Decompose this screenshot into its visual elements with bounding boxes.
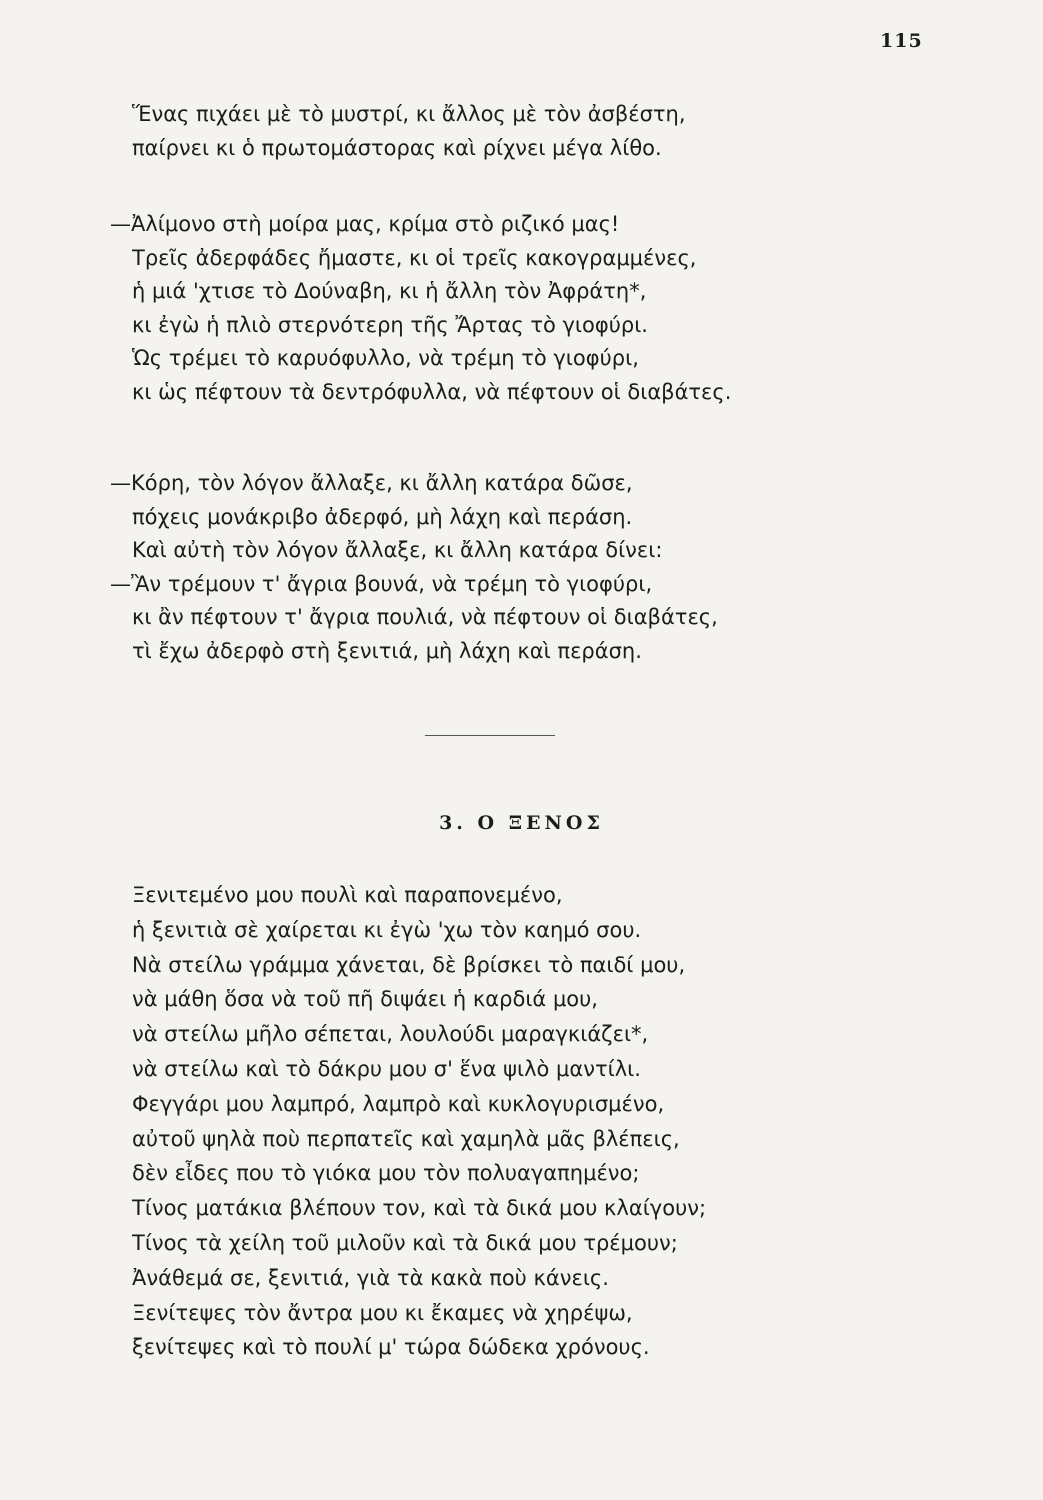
verse-line: —Κόρη, τὸν λόγον ἄλλαξε, κι ἄλλη κατάρα δῶσε, <box>110 471 633 495</box>
verse-line: Τρεῖς ἀδερφάδες ἤμαστε, κι οἱ τρεῖς κακογραμμένες, <box>132 245 697 270</box>
verse-line: νὰ στείλω μῆλο σέπεται, λουλούδι μαραγκιάζει*, <box>132 1022 649 1047</box>
verse-line: Τίνος τὰ χείλη τοῦ μιλοῦν καὶ τὰ δικά μου τρέμουν; <box>132 1230 678 1255</box>
poem1-stanza-3 <box>110 467 870 668</box>
verse-line: νὰ μάθη ὅσα νὰ τοῦ πῆ διψάει ἡ καρδιά μου, <box>132 987 598 1012</box>
verse-line: πόχεις μονάκριβο ἀδερφό, μὴ λάχη καὶ περάση. <box>132 504 633 529</box>
verse-line: αὐτοῦ ψηλὰ ποὺ περπατεῖς καὶ χαμηλὰ μᾶς βλέπεις, <box>132 1126 680 1151</box>
verse-line: ξενίτεψες καὶ τὸ πουλί μ' τώρα δώδεκα χρόνους. <box>132 1335 650 1360</box>
verse-line: Καὶ αὐτὴ τὸν λόγον ἄλλαξε, κι ἄλλη κατάρα δίνει: <box>132 538 663 562</box>
verse-line: νὰ στείλω καὶ τὸ δάκρυ μου σ' ἕνα ψιλὸ μαντίλι. <box>132 1056 641 1081</box>
verse-line: κι ὡς πέφτουν τὰ δεντρόφυλλα, νὰ πέφτουν οἱ διαβάτες. <box>132 379 732 404</box>
poem1-stanza-1 <box>110 98 870 165</box>
verse-line: κι ἂν πέφτουν τ' ἄγρια πουλιά, νὰ πέφτουν οἱ διαβάτες, <box>132 605 718 629</box>
poem1-stanza-2 <box>110 208 870 409</box>
verse-line: Φεγγάρι μου λαμπρό, λαμπρὸ καὶ κυκλογυρισμένο, <box>132 1091 665 1116</box>
verse-line: Ἕνας πιχάει μὲ τὸ μυστρί, κι ἄλλος μὲ τὸν ἀσβέστη, <box>132 102 686 126</box>
verse-line: Τίνος ματάκια βλέπουν τον, καὶ τὰ δικά μου κλαίγουν; <box>132 1196 707 1221</box>
poem2-body <box>110 878 870 1365</box>
verse-line: ἡ ξενιτιὰ σὲ χαίρεται κι ἐγὼ 'χω τὸν καημό σου. <box>132 917 642 942</box>
verse-line: κι ἐγὼ ἡ πλιὸ στερνότερη τῆς Ἄρτας τὸ γιοφύρι. <box>132 312 648 337</box>
verse-line: —Ἂν τρέμουν τ' ἄγρια βουνά, νὰ τρέμη τὸ γιοφύρι, <box>110 571 653 596</box>
verse-line: παίρνει κι ὁ πρωτομάστορας καὶ ρίχνει μέγα λίθο. <box>132 135 662 160</box>
verse-line: Νὰ στείλω γράμμα χάνεται, δὲ βρίσκει τὸ παιδί μου, <box>132 952 686 977</box>
page-number: 115 <box>880 30 923 52</box>
verse-line: Ξενίτεψες τὸν ἄντρα μου κι ἔκαμες νὰ χηρέψω, <box>132 1300 633 1325</box>
verse-line: Ξενιτεμένο μου πουλὶ καὶ παραπονεμένο, <box>132 883 563 907</box>
verse-line: Ἀνάθεμά σε, ξενιτιά, γιὰ τὰ κακὰ ποὺ κάνεις. <box>132 1265 609 1290</box>
verse-line: ἡ μιά 'χτισε τὸ Δούναβη, κι ἡ ἄλλη τὸν Ἀφράτη*, <box>132 279 647 303</box>
verse-line: Ὡς τρέμει τὸ καρυόφυλλο, νὰ τρέμη τὸ γιοφύρι, <box>132 346 639 370</box>
verse-line: —Ἀλίμονο στὴ μοίρα μας, κρίμα στὸ ριζικό μας! <box>110 212 620 236</box>
poem-title: 3. Ο ΞΕΝΟΣ <box>439 812 604 834</box>
section-divider <box>425 735 555 736</box>
verse-line: δὲν εἶδες που τὸ γιόκα μου τὸν πολυαγαπημένο; <box>132 1161 640 1186</box>
verse-line: τὶ ἔχω ἀδερφὸ στὴ ξενιτιά, μὴ λάχη καὶ περάση. <box>132 638 642 663</box>
